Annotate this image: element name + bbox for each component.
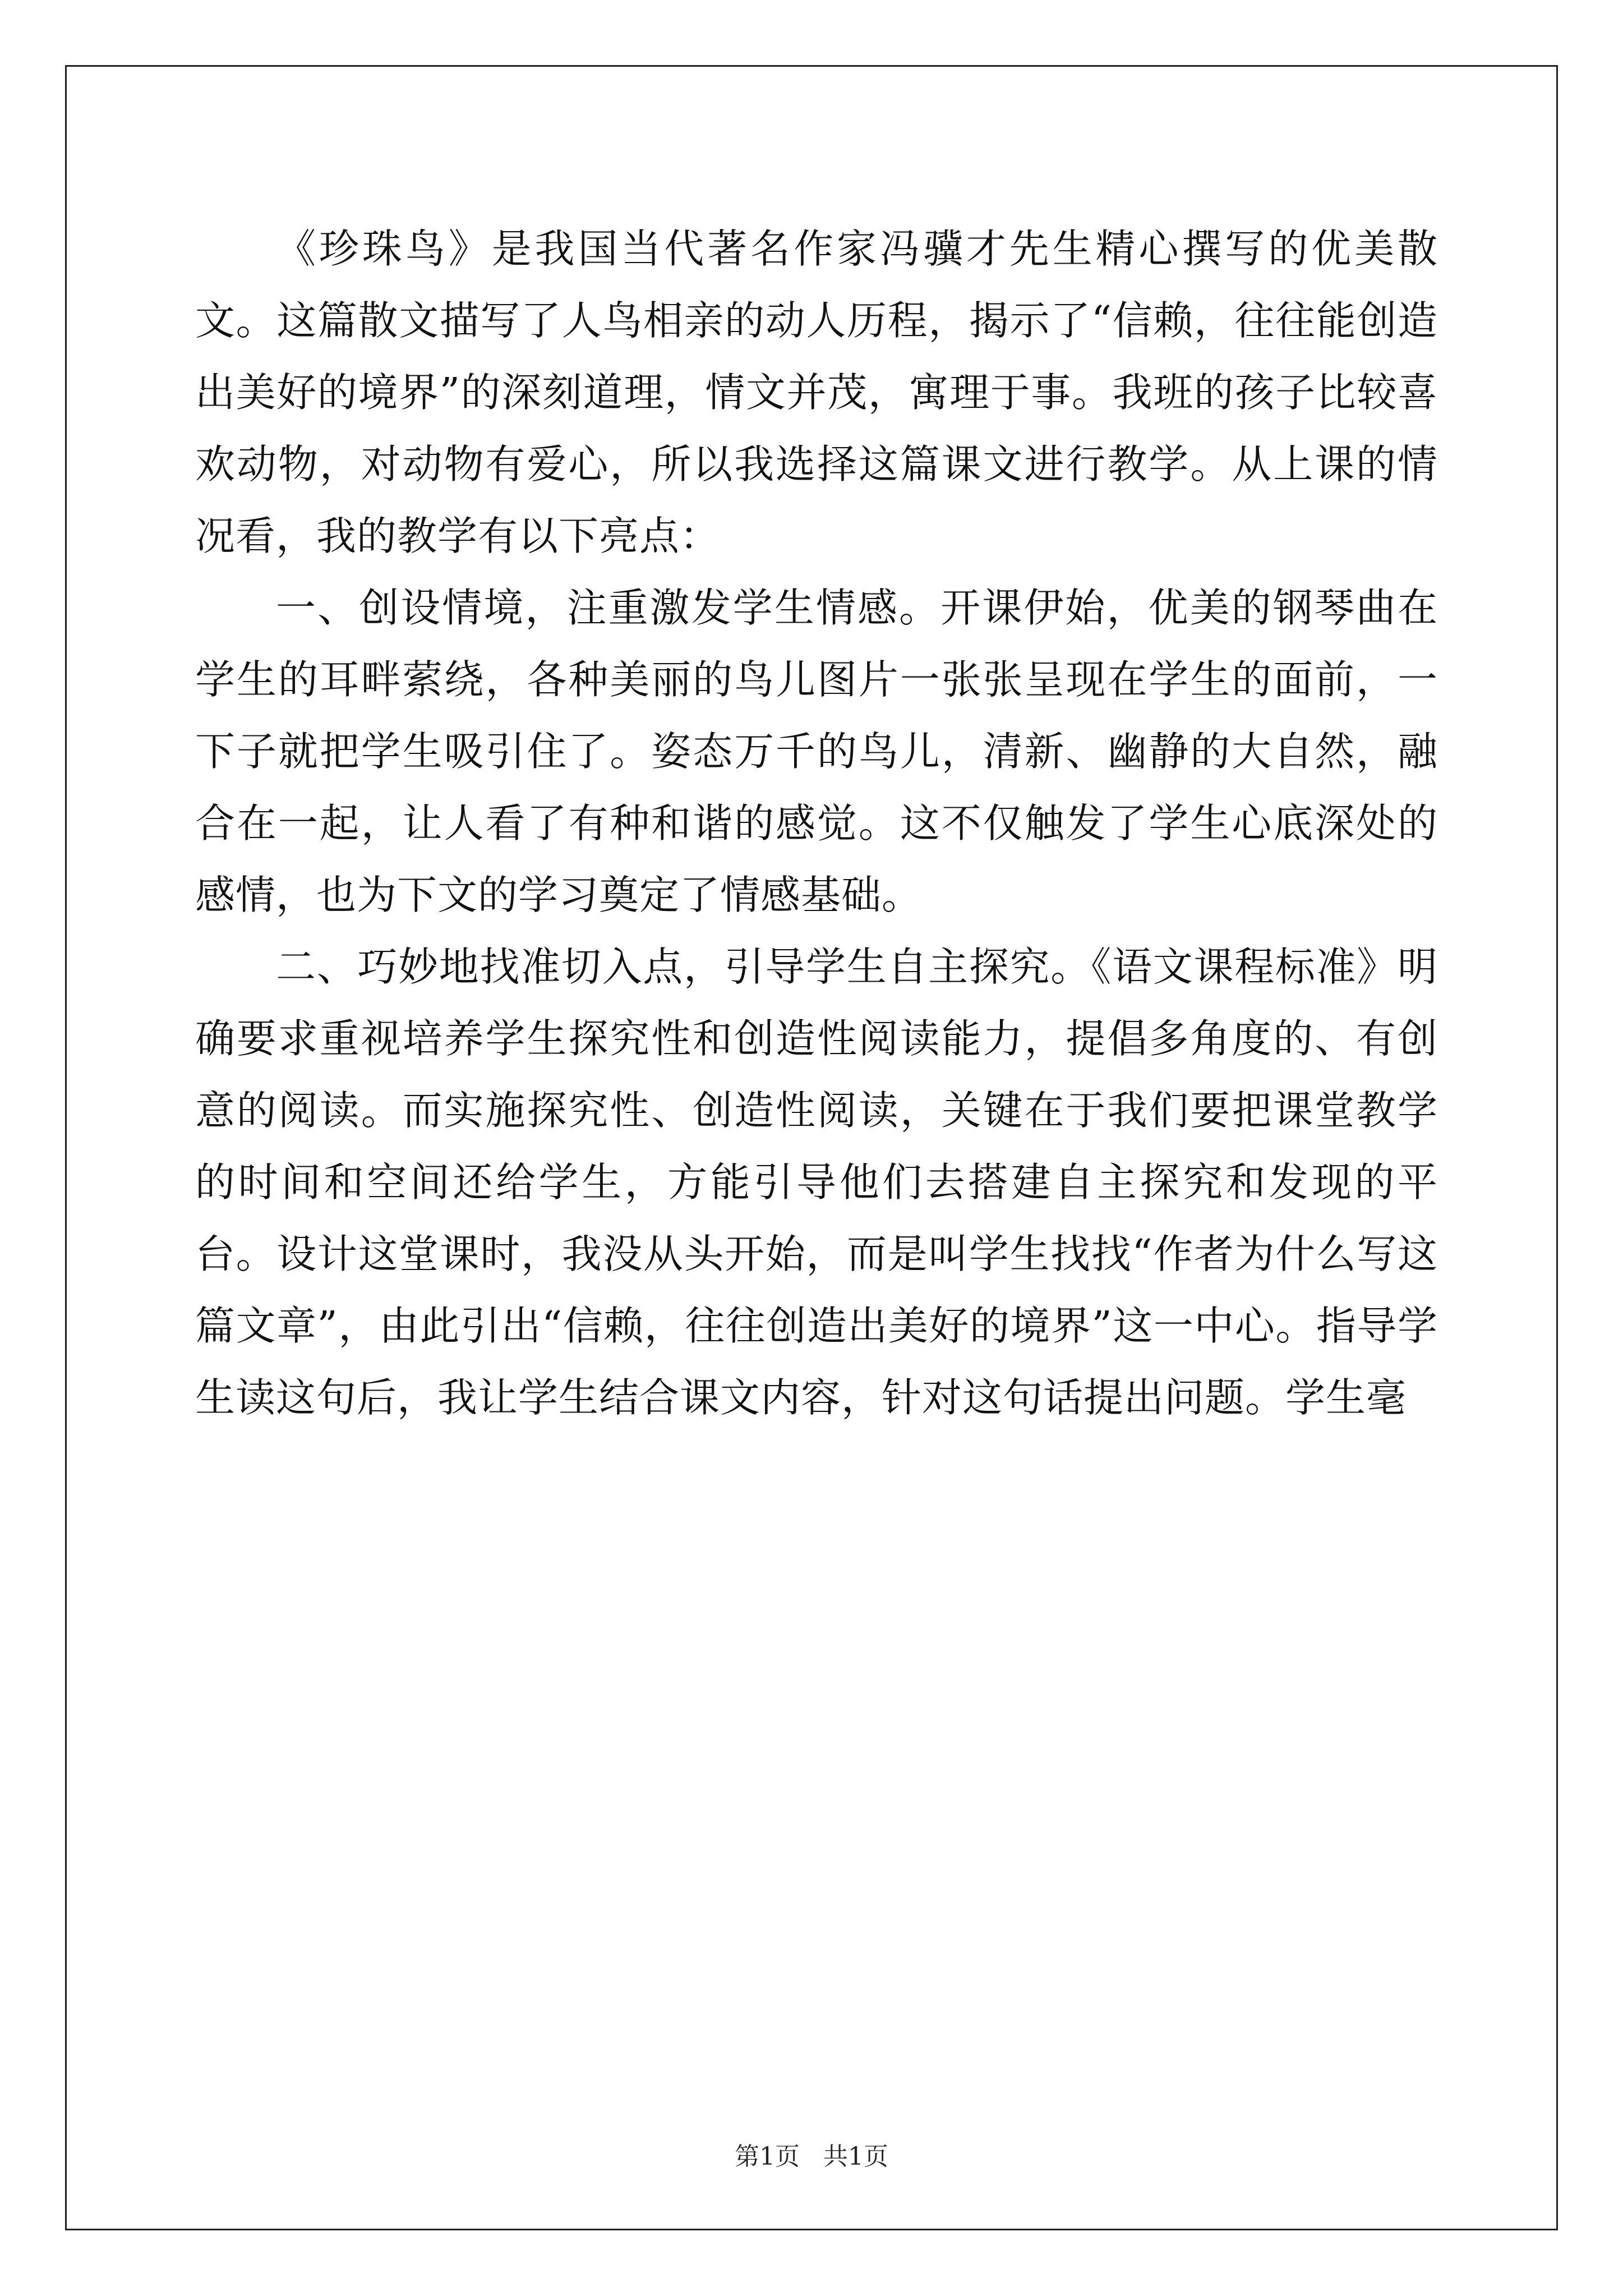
document-body: [195, 213, 1438, 1434]
page-total: 共1页: [823, 2142, 888, 2171]
page-footer: [0, 2136, 1623, 2172]
paragraph-point-one: 一、创设情境，注重激发学生情感。开课伊始，优美的钢琴曲在学生的耳畔萦绕，各种美丽的鸟儿图片一张张呈现在学生的面前，一下子就把学生吸引住了。姿态万千的鸟儿，清新、幽静的大自然，融合在一起，让人看了有种和谐的感觉。这不仅触发了学生心底深处的感情，也为下文的学习奠定了情感基础。: [195, 585, 1438, 918]
page-number: 第1页: [735, 2142, 800, 2171]
paragraph-point-two: 二、巧妙地找准切入点，引导学生自主探究。《语文课程标准》明确要求重视培养学生探究性和创造性阅读能力，提倡多角度的、有创意的阅读。而实施探究性、创造性阅读，关键在于我们要把课堂教学的时间和空间还给学生，方能引导他们去搭建自主探究和发现的平台。设计这堂课时，我没从头开始，而是叫学生找找“作者为什么写这篇文章”，由此引出“信赖，往往创造出美好的境界”这一中心。指导学生读这句后，我让学生结合课文内容，针对这句话提出问题。学生毫: [195, 944, 1438, 1421]
paragraph-intro: 《珍珠鸟》是我国当代著名作家冯骥才先生精心撰写的优美散文。这篇散文描写了人鸟相亲的动人历程，揭示了“信赖，往往能创造出美好的境界”的深刻道理，情文并茂，寓理于事。我班的孩子比较喜欢动物，对动物有爱心，所以我选择这篇课文进行教学。从上课的情况看，我的教学有以下亮点：: [195, 226, 1438, 559]
